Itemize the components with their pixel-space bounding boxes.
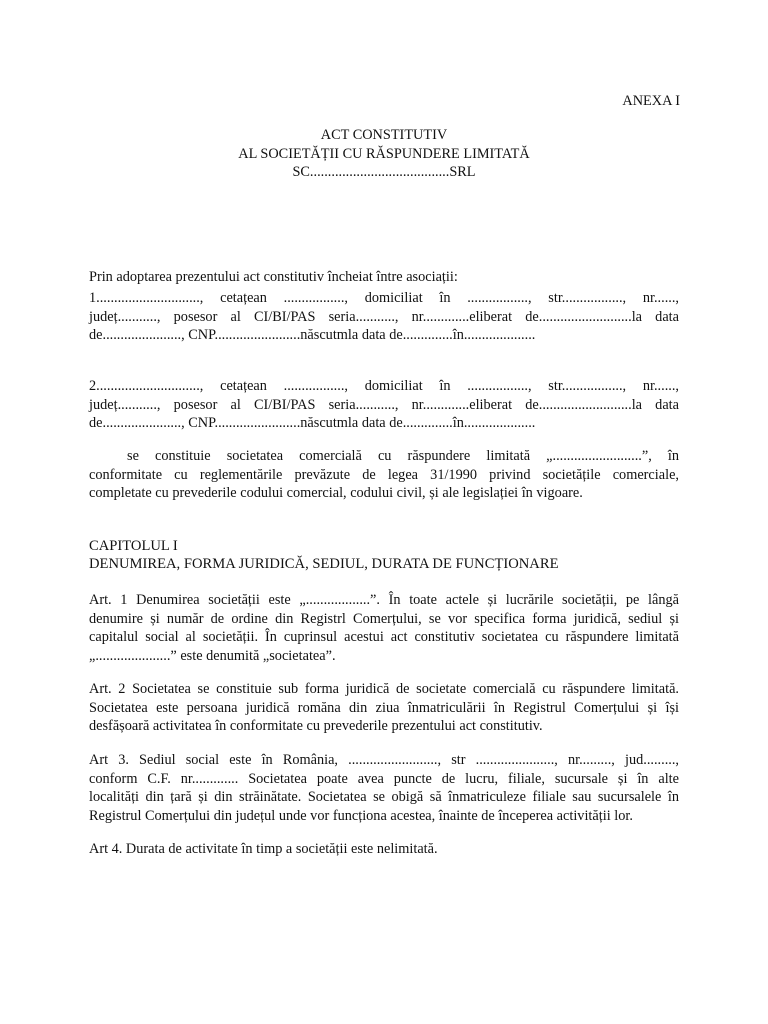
chapter-label: CAPITOLUL I <box>89 538 178 554</box>
article-2 <box>89 680 679 736</box>
associate-1-line-3: de......................, CNP........................născutmla data de..............în.................... <box>89 327 536 343</box>
associate-2-line-2: județ..........., posesor al CI/BI/PAS seria..........., nr.............eliberat de..........................la data <box>89 396 679 413</box>
article-3-line-3: localități din țară și din străinătate. Societatea se obigă să înmatriculeze filiale sau sucursalele în <box>89 789 679 805</box>
associate-2-line-3: de......................, CNP........................născutmla data de..............în.................... <box>89 415 536 431</box>
constitution-line-2: conformitate cu reglementările prevăzute de legea 31/1990 privind societățile comerciale, <box>89 466 679 483</box>
article-3-line-2: conform C.F. nr............. Societatea poate avea puncte de lucru, filiale, sucursale și în alte <box>89 770 679 787</box>
title-line-3: SC.......................................SRL <box>292 164 476 180</box>
article-1-line-3: capitalul social al societății. În cuprinsul acestui act constitutiv societatea cu răspundere limitată <box>89 629 679 645</box>
article-1-line-2: denumire și număr de ordine din Registrl Comerțului, se vor specifica forma juridică, sediul și <box>89 610 679 627</box>
associate-2-paragraph <box>89 377 679 433</box>
annex-label: ANEXA I <box>622 93 680 109</box>
article-3 <box>89 751 679 825</box>
article-4: Art 4. Durata de activitate în timp a societății este nelimitată. <box>89 841 438 857</box>
associate-1-line-2: județ..........., posesor al CI/BI/PAS seria..........., nr.............eliberat de..........................la data <box>89 308 679 325</box>
constitution-line-3: completate cu prevederile codului comercial, codului civil, și ale legislației în vigoare. <box>89 485 583 501</box>
article-1-line-1: Art. 1 Denumirea societății este „..................”. În toate actele și lucrările societății, pe lângă <box>89 592 679 608</box>
article-1 <box>89 591 679 665</box>
article-2-line-3: desfășoară activitatea în conformitate cu prevederile prezentului act constitutiv. <box>89 718 543 734</box>
constitution-line-1: se constituie societatea comercială cu răspundere limitată „.........................”, în <box>127 448 679 464</box>
associate-1-line-1: 1............................., cetațean ................., domiciliat în ................., str................., nr......, <box>89 290 679 306</box>
title-line-1: ACT CONSTITUTIV <box>320 127 448 143</box>
constitution-paragraph <box>89 447 679 503</box>
article-3-line-1: Art 3. Sediul social este în România, ........................., str ......................, nr........., jud........., <box>89 752 679 768</box>
article-2-line-1: Art. 2 Societatea se constituie sub forma juridică de societate comercială cu răspundere limitată. <box>89 681 679 697</box>
document-title <box>0 126 768 182</box>
associate-1-paragraph <box>89 289 679 345</box>
article-2-line-2: Societatea este persoana juridică romăna din ziua înmatriculării în Registrul Comerțului și își <box>89 699 679 716</box>
chapter-heading: DENUMIREA, FORMA JURIDICĂ, SEDIUL, DURATA DE FUNCȚIONARE <box>89 556 559 572</box>
associate-2-line-1: 2............................., cetațean ................., domiciliat în ................., str................., nr......, <box>89 378 679 394</box>
title-line-2: AL SOCIETĂȚII CU RĂSPUNDERE LIMITATĂ <box>238 145 530 162</box>
article-1-line-4: „.....................” este denumită „societatea”. <box>89 647 336 664</box>
article-3-line-4: Registrul Comerțului din județul unde vor funcționa acestea, înainte de începerea activității lor. <box>89 807 633 824</box>
intro-lead: Prin adoptarea prezentului act constitutiv încheiat între asociații: <box>89 269 458 285</box>
